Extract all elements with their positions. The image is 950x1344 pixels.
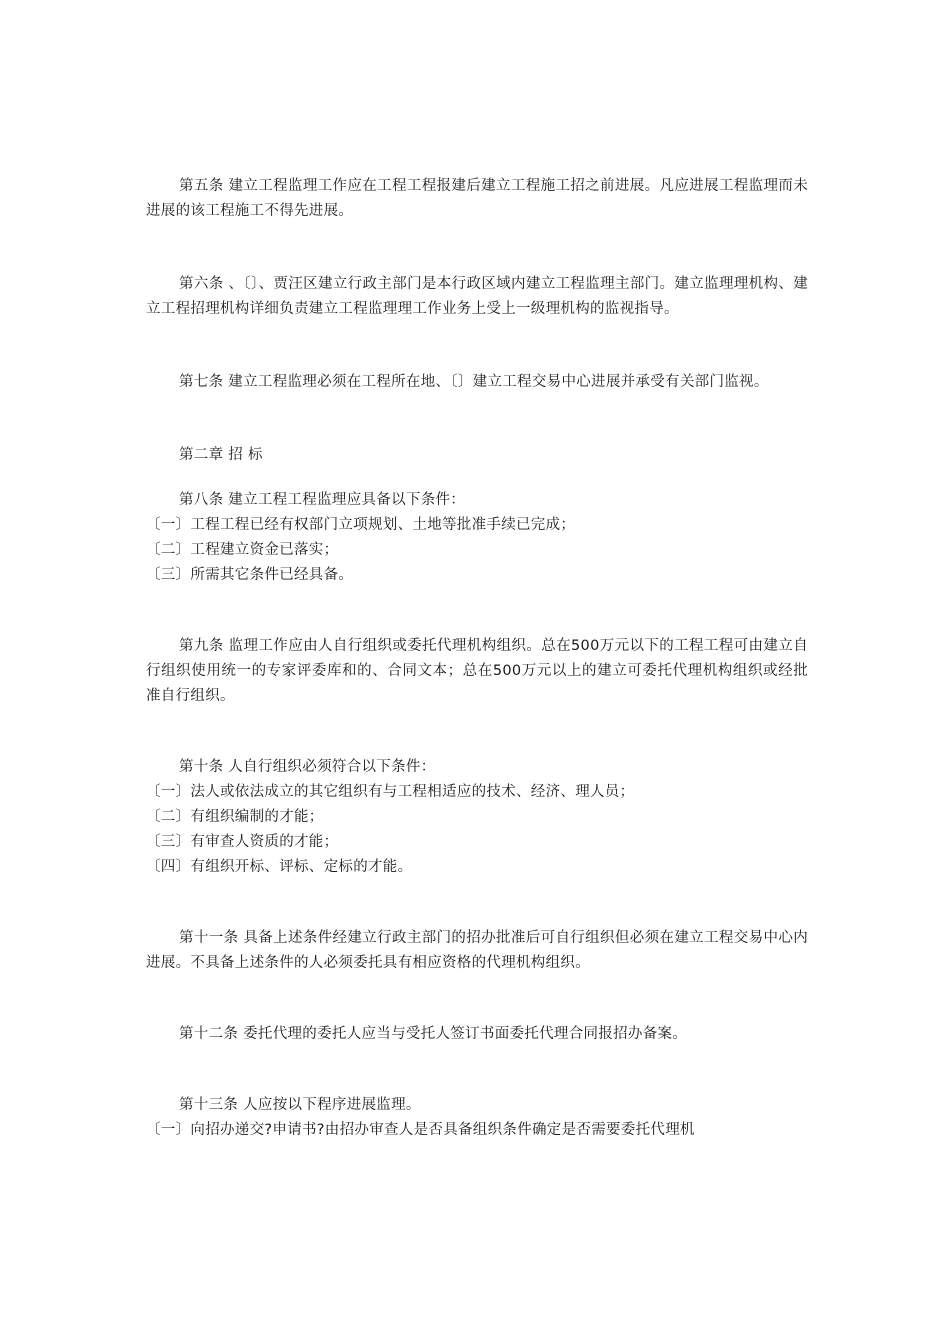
- article-9: [146, 634, 808, 709]
- article-12-text: 第十二条 委托代理的委托人应当与受托人签订书面委托代理合同报招办备案。: [179, 1026, 688, 1042]
- article-8: [146, 488, 808, 588]
- article-6: [146, 272, 808, 322]
- article-10-item: 〔二〕有组织编制的才能；: [146, 809, 324, 825]
- article-5: [146, 174, 808, 224]
- article-11: [146, 926, 808, 976]
- article-9-text: 第九条 监理工作应由人自行组织或委托代理机构组织。总在500万元以下的工程工程可由建立自行组织使用统一的专家评委库和的、合同文本；总在500万元以上的建立可委托代理机构组织或经批准自行组织。: [146, 638, 808, 704]
- article-10-item: 〔三〕有审查人资质的才能；: [146, 834, 339, 850]
- article-6-text: 第六条 、〔〕、贾汪区建立行政主部门是本行政区域内建立工程监理主部门。建立监理理机构、建立工程招理机构详细负责建立工程监理理工作业务上受上一级理机构的监视指导。: [146, 276, 808, 317]
- article-8-head: 第八条 建立工程工程监理应具备以下条件：: [179, 492, 466, 508]
- article-7: [146, 370, 808, 395]
- chapter-2-heading: [146, 443, 808, 468]
- article-10-head: 第十条 人自行组织必须符合以下条件：: [179, 759, 436, 775]
- article-5-text: 第五条 建立工程监理工作应在工程工程报建后建立工程施工招之前进展。凡应进展工程监理而未进展的该工程施工不得先进展。: [146, 178, 808, 219]
- article-7-text: 第七条 建立工程监理必须在工程所在地、〔〕建立工程交易中心进展并承受有关部门监视。: [179, 374, 769, 390]
- article-10: [146, 755, 808, 880]
- article-13: [146, 1093, 808, 1143]
- article-13-head: 第十三条 人应按以下程序进展监理。: [179, 1097, 421, 1113]
- article-10-item: 〔一〕法人或依法成立的其它组织有与工程相适应的技术、经济、理人员；: [146, 784, 635, 800]
- article-8-item: 〔二〕工程建立资金已落实；: [146, 542, 339, 558]
- article-12: [146, 1022, 808, 1047]
- article-11-text: 第十一条 具备上述条件经建立行政主部门的招办批准后可自行组织但必须在建立工程交易中心内进展。不具备上述条件的人必须委托具有相应资格的代理机构组织。: [146, 930, 808, 971]
- article-8-item: 〔三〕所需其它条件已经具备。: [146, 567, 354, 583]
- chapter-2-title: 第二章 招 标: [179, 447, 263, 463]
- article-8-item: 〔一〕工程工程已经有权部门立项规划、土地等批准手续已完成；: [146, 517, 576, 533]
- article-13-item: 〔一〕向招办递交?申请书?由招办审查人是否具备组织条件确定是否需要委托代理机: [146, 1122, 695, 1138]
- document-body: [146, 174, 808, 1143]
- article-10-item: 〔四〕有组织开标、评标、定标的才能。: [146, 859, 413, 875]
